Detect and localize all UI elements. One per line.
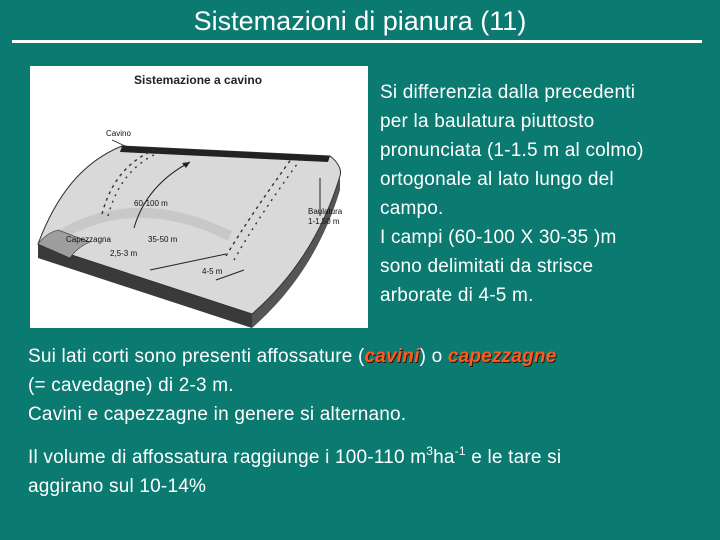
bottom-paragraph: [28, 342, 718, 501]
label-width: 35-50 m: [148, 235, 178, 244]
label-cavino: Cavino: [106, 129, 131, 138]
term-capezzagne: capezzagne: [447, 346, 557, 367]
label-baulatura: Baulatura: [308, 207, 343, 216]
side-paragraph: [380, 78, 715, 310]
label-length: 60-100 m: [134, 199, 168, 208]
side-line: ortogonale al lato lungo del: [380, 169, 614, 190]
bottom-line-1: [28, 342, 718, 371]
side-line: Si differenzia dalla precedenti: [380, 82, 636, 103]
figure-caption: Sistemazione a cavino: [134, 73, 263, 87]
side-line: pronunciata (1-1.5 m al colmo): [380, 140, 644, 161]
bottom-line-4: [28, 443, 718, 472]
paragraph-gap: [28, 429, 718, 443]
superscript-3: 3: [426, 443, 434, 458]
slide-title: Sistemazioni di pianura (11): [193, 6, 527, 36]
field-top-surface: [38, 146, 341, 314]
side-line: sono delimitati da strisce: [380, 256, 594, 277]
text-segment: e le tare si: [465, 447, 562, 468]
label-capezzagna: Capezzagna: [66, 235, 111, 244]
side-line: I campi (60-100 X 30-35 )m: [380, 227, 617, 248]
field-diagram-figure: [30, 66, 368, 328]
title-underline: [12, 40, 702, 43]
term-cavini: cavini: [364, 346, 420, 367]
side-line: per la baulatura piuttosto: [380, 111, 595, 132]
label-capezzagna-width: 2,5-3 m: [110, 249, 138, 258]
bottom-line-2: (= cavedagne) di 2-3 m.: [28, 375, 234, 396]
label-baulatura-value: 1-1,50 m: [308, 217, 340, 226]
text-segment: Il volume di affossatura raggiunge i 100-110 m: [28, 447, 427, 468]
superscript-minus-1: -1: [454, 443, 466, 458]
text-segment: ha: [433, 447, 455, 468]
label-strip: 4-5 m: [202, 267, 223, 276]
side-line: campo.: [380, 198, 444, 219]
field-diagram-svg: [30, 66, 368, 328]
text-segment: ) o: [419, 346, 448, 367]
bottom-line-3: Cavini e capezzagne in genere si alternano.: [28, 404, 407, 425]
bottom-line-5: aggirano sul 10-14%: [28, 476, 207, 497]
text-segment: Sui lati corti sono presenti affossature (: [28, 346, 365, 367]
side-line: arborate di 4-5 m.: [380, 285, 534, 306]
